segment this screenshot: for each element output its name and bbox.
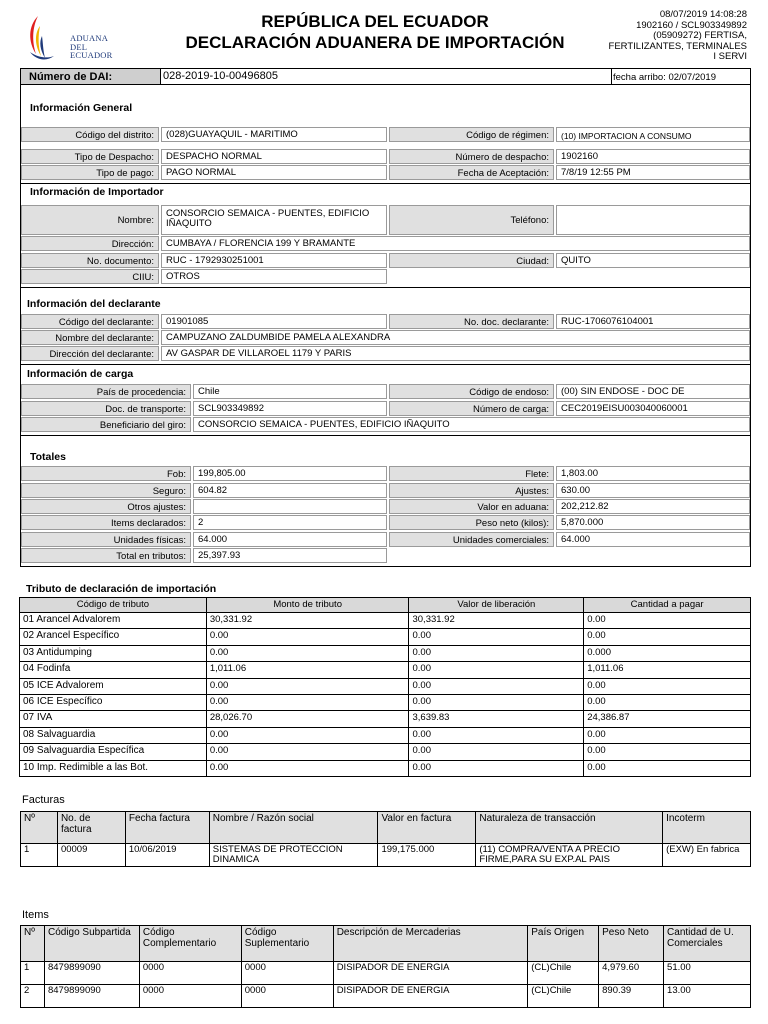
table-cell: 0.00	[206, 760, 409, 776]
table-cell: (CL)Chile	[528, 962, 599, 985]
declaration-main-block	[20, 68, 751, 567]
items-declarados-label: Items declarados:	[21, 515, 191, 530]
tipo-pago-label: Tipo de pago:	[21, 165, 159, 180]
unidades-comerciales-value: 64.000	[556, 532, 750, 547]
beneficiario-label: Beneficiario del giro:	[21, 417, 191, 432]
dai-label: Número de DAI:	[21, 69, 161, 84]
table-cell: 0.00	[584, 760, 751, 776]
importador-nombre-label: Nombre:	[21, 205, 159, 235]
no-documento-value: RUC - 1792930251001	[161, 253, 387, 268]
facturas-header-row	[21, 812, 751, 844]
table-cell: 0.00	[584, 744, 751, 760]
num-despacho-value: 1902160	[556, 149, 750, 164]
table-cell: 08 Salvaguardia	[20, 727, 207, 743]
table-cell: 30,331.92	[409, 613, 584, 629]
tributo-row	[20, 744, 751, 760]
fob-label: Fob:	[21, 466, 191, 481]
table-cell: 0000	[241, 962, 333, 985]
ciiu-label: CIIU:	[21, 269, 159, 284]
no-doc-declarante-value: RUC-1706076104001	[556, 314, 750, 329]
facturas-table	[20, 811, 751, 867]
table-cell: 0.00	[409, 645, 584, 661]
aduana-logo	[22, 12, 122, 64]
header-right-line: 08/07/2019 14:08:28	[659, 9, 747, 20]
table-cell: 06 ICE Específico	[20, 694, 207, 710]
seguro-value: 604.82	[193, 483, 387, 498]
tributo-row	[20, 645, 751, 661]
section-importador-title: Información de Importador	[30, 186, 164, 198]
table-cell: 1,011.06	[584, 662, 751, 678]
ciiu-value: OTROS	[161, 269, 387, 284]
otros-ajustes-label: Otros ajustes:	[21, 499, 191, 514]
flete-label: Flete:	[389, 466, 554, 481]
table-cell: SISTEMAS DE PROTECCION DINAMICA	[209, 844, 378, 867]
valor-aduana-value: 202,212.82	[556, 499, 750, 514]
column-header: Fecha factura	[125, 812, 209, 844]
table-cell: 0.00	[206, 678, 409, 694]
tributo-row	[20, 694, 751, 710]
table-cell: 3,639.83	[409, 711, 584, 727]
otros-ajustes-value	[193, 499, 387, 514]
column-header: País Origen	[528, 926, 599, 962]
table-cell: 0.00	[206, 727, 409, 743]
numero-carga-label: Número de carga:	[389, 401, 554, 416]
logo-line-1: ADUANA	[70, 33, 109, 43]
table-cell: 0000	[241, 985, 333, 1008]
column-header: Código Complementario	[139, 926, 241, 962]
table-cell: 8479899090	[44, 962, 139, 985]
table-cell: 0.00	[409, 744, 584, 760]
distrito-label: Código del distrito:	[21, 127, 159, 142]
table-cell: 01 Arancel Advalorem	[20, 613, 207, 629]
total-tributos-value: 25,397.93	[193, 548, 387, 563]
header-right-line: (05909272) FERTISA,	[653, 30, 747, 41]
table-cell: 0.00	[206, 694, 409, 710]
fecha-aceptacion-value: 7/8/19 12:55 PM	[556, 165, 750, 180]
tributo-row	[20, 760, 751, 776]
table-cell: 51.00	[664, 962, 751, 985]
valor-aduana-label: Valor en aduana:	[389, 499, 554, 514]
tipo-pago-value: PAGO NORMAL	[161, 165, 387, 180]
table-cell: 0.00	[409, 662, 584, 678]
ajustes-value: 630.00	[556, 483, 750, 498]
table-cell: 00009	[57, 844, 125, 867]
num-despacho-label: Número de despacho:	[389, 149, 554, 164]
column-header: Cantidad a pagar	[584, 598, 751, 613]
table-cell: 10/06/2019	[125, 844, 209, 867]
column-header: Nº	[21, 926, 45, 962]
header-right-line: FERTILIZANTES, TERMINALES	[608, 40, 747, 52]
tipo-despacho-label: Tipo de Despacho:	[21, 149, 159, 164]
nombre-declarante-label: Nombre del declarante:	[21, 330, 159, 345]
importador-nombre-value: CONSORCIO SEMAICA - PUENTES, EDIFICIO IÑAQUITO	[161, 205, 387, 235]
column-header: Peso Neto	[599, 926, 664, 962]
column-header: Nº	[21, 812, 58, 844]
table-cell: 0.00	[409, 727, 584, 743]
table-cell: (EXW) En fabrica	[663, 844, 751, 867]
section-totales-title: Totales	[30, 451, 66, 463]
dai-row	[21, 69, 750, 85]
table-cell: 0.00	[584, 613, 751, 629]
telefono-label: Teléfono:	[389, 205, 554, 235]
factura-row	[21, 844, 751, 867]
table-cell: 09 Salvaguardia Específica	[20, 744, 207, 760]
pais-procedencia-label: País de procedencia:	[21, 384, 191, 399]
column-header: Monto de tributo	[206, 598, 409, 613]
table-cell: 8479899090	[44, 985, 139, 1008]
table-cell: 05 ICE Advalorem	[20, 678, 207, 694]
items-title: Items	[22, 909, 49, 921]
table-cell: 4,979.60	[599, 962, 664, 985]
table-cell: 0.00	[206, 744, 409, 760]
dai-number: 028-2019-10-00496805	[163, 70, 278, 82]
section-declarante-title: Información del declarante	[27, 298, 161, 310]
tributo-row	[20, 678, 751, 694]
aduana-logo-icon	[22, 12, 62, 64]
tributo-row	[20, 629, 751, 645]
tributo-row	[20, 613, 751, 629]
tributo-row	[20, 727, 751, 743]
items-table	[20, 925, 751, 1008]
table-cell: DISIPADOR DE ENERGIA	[333, 962, 528, 985]
regimen-value: (10) IMPORTACION A CONSUMO	[556, 127, 750, 142]
doc-transporte-value: SCL903349892	[193, 401, 387, 416]
direccion-declarante-label: Dirección del declarante:	[21, 346, 159, 361]
column-header: Código Subpartida	[44, 926, 139, 962]
table-cell: 0.00	[409, 760, 584, 776]
table-cell: 28,026.70	[206, 711, 409, 727]
table-cell: 1	[21, 844, 58, 867]
ciudad-label: Ciudad:	[389, 253, 554, 268]
table-cell: 890.39	[599, 985, 664, 1008]
column-header: Código Suplementario	[241, 926, 333, 962]
no-documento-label: No. documento:	[21, 253, 159, 268]
table-cell: 0000	[139, 962, 241, 985]
tributo-row	[20, 711, 751, 727]
table-cell: 02 Arancel Específico	[20, 629, 207, 645]
table-cell: 30,331.92	[206, 613, 409, 629]
direccion-declarante-value: AV GASPAR DE VILLAROEL 1179 Y PARIS	[161, 346, 750, 361]
table-cell: 10 Imp. Redimible a las Bot.	[20, 760, 207, 776]
table-cell: 1,011.06	[206, 662, 409, 678]
column-header: Naturaleza de transacción	[476, 812, 663, 844]
regimen-label: Código de régimen:	[389, 127, 554, 142]
table-cell: 0.00	[206, 629, 409, 645]
beneficiario-value: CONSORCIO SEMAICA - PUENTES, EDIFICIO IÑAQUITO	[193, 417, 750, 432]
table-cell: 0000	[139, 985, 241, 1008]
table-cell: (11) COMPRA/VENTA A PRECIO FIRME,PARA SU EXP.AL PAIS	[476, 844, 663, 867]
telefono-value	[556, 205, 750, 235]
header-right-line: 1902160 / SCL903349892	[636, 19, 747, 31]
table-cell: 03 Antidumping	[20, 645, 207, 661]
table-cell: 0.00	[584, 678, 751, 694]
direccion-value: CUMBAYA / FLORENCIA 199 Y BRAMANTE	[161, 236, 750, 251]
codigo-declarante-value: 01901085	[161, 314, 387, 329]
peso-neto-value: 5,870.000	[556, 515, 750, 530]
table-cell: 04 Fodinfa	[20, 662, 207, 678]
tipo-despacho-value: DESPACHO NORMAL	[161, 149, 387, 164]
item-row	[21, 985, 751, 1008]
table-cell: 0.00	[409, 678, 584, 694]
document-title: DECLARACIÓN ADUANERA DE IMPORTACIÓN	[185, 33, 565, 52]
table-cell: DISIPADOR DE ENERGIA	[333, 985, 528, 1008]
column-header: Incoterm	[663, 812, 751, 844]
flete-value: 1,803.00	[556, 466, 750, 481]
unidades-fisicas-label: Unidades físicas:	[21, 532, 191, 547]
column-header: Nombre / Razón social	[209, 812, 378, 844]
item-row	[21, 962, 751, 985]
table-cell: 1	[21, 962, 45, 985]
column-header: Descripción de Mercaderias	[333, 926, 528, 962]
table-cell: 0.00	[409, 694, 584, 710]
column-header: Valor en factura	[378, 812, 476, 844]
doc-transporte-label: Doc. de transporte:	[21, 401, 191, 416]
column-header: Código de tributo	[20, 598, 207, 613]
column-header: No. de factura	[57, 812, 125, 844]
logo-line-3: ECUADOR	[70, 50, 113, 60]
fecha-aceptacion-label: Fecha de Aceptación:	[389, 165, 554, 180]
table-cell: 0.00	[584, 694, 751, 710]
tributos-title: Tributo de declaración de importación	[26, 583, 217, 595]
no-doc-declarante-label: No. doc. declarante:	[389, 314, 554, 329]
table-cell: 07 IVA	[20, 711, 207, 727]
tributos-header-row	[20, 598, 751, 613]
table-cell: 0.000	[584, 645, 751, 661]
numero-carga-value: CEC2019EISU003040060001	[556, 401, 750, 416]
total-tributos-label: Total en tributos:	[21, 548, 191, 563]
facturas-title: Facturas	[22, 794, 65, 806]
seguro-label: Seguro:	[21, 483, 191, 498]
table-cell: 2	[21, 985, 45, 1008]
pais-procedencia-value: Chile	[193, 384, 387, 399]
header-right-info	[572, 10, 747, 63]
ciudad-value: QUITO	[556, 253, 750, 268]
direccion-label: Dirección:	[21, 236, 159, 251]
unidades-fisicas-value: 64.000	[193, 532, 387, 547]
nombre-declarante-value: CAMPUZANO ZALDUMBIDE PAMELA ALEXANDRA	[161, 330, 750, 345]
tributos-table	[19, 597, 751, 777]
fecha-arribo: fecha arribo: 02/07/2019	[613, 72, 716, 83]
fob-value: 199,805.00	[193, 466, 387, 481]
codigo-endoso-label: Código de endoso:	[389, 384, 554, 399]
column-header: Valor de liberación	[409, 598, 584, 613]
table-cell: (CL)Chile	[528, 985, 599, 1008]
logo-line-2: DEL	[70, 41, 88, 52]
tributo-row	[20, 662, 751, 678]
table-cell: 24,386.87	[584, 711, 751, 727]
section-carga-title: Información de carga	[27, 368, 134, 380]
document-title-country: REPÚBLICA DEL ECUADOR	[261, 12, 489, 31]
items-declarados-value: 2	[193, 515, 387, 530]
table-cell: 0.00	[409, 629, 584, 645]
table-cell: 0.00	[584, 727, 751, 743]
distrito-value: (028)GUAYAQUIL - MARITIMO	[161, 127, 387, 142]
peso-neto-label: Peso neto (kilos):	[389, 515, 554, 530]
unidades-comerciales-label: Unidades comerciales:	[389, 532, 554, 547]
codigo-endoso-value: (00) SIN ENDOSE - DOC DE	[556, 384, 750, 399]
header-right-line: I SERVI	[713, 51, 747, 62]
ajustes-label: Ajustes:	[389, 483, 554, 498]
codigo-declarante-label: Código del declarante:	[21, 314, 159, 329]
table-cell: 199,175.000	[378, 844, 476, 867]
items-header-row	[21, 926, 751, 962]
column-header: Cantidad de U. Comerciales	[664, 926, 751, 962]
table-cell: 0.00	[584, 629, 751, 645]
table-cell: 0.00	[206, 645, 409, 661]
section-general-title: Información General	[30, 102, 133, 114]
table-cell: 13.00	[664, 985, 751, 1008]
